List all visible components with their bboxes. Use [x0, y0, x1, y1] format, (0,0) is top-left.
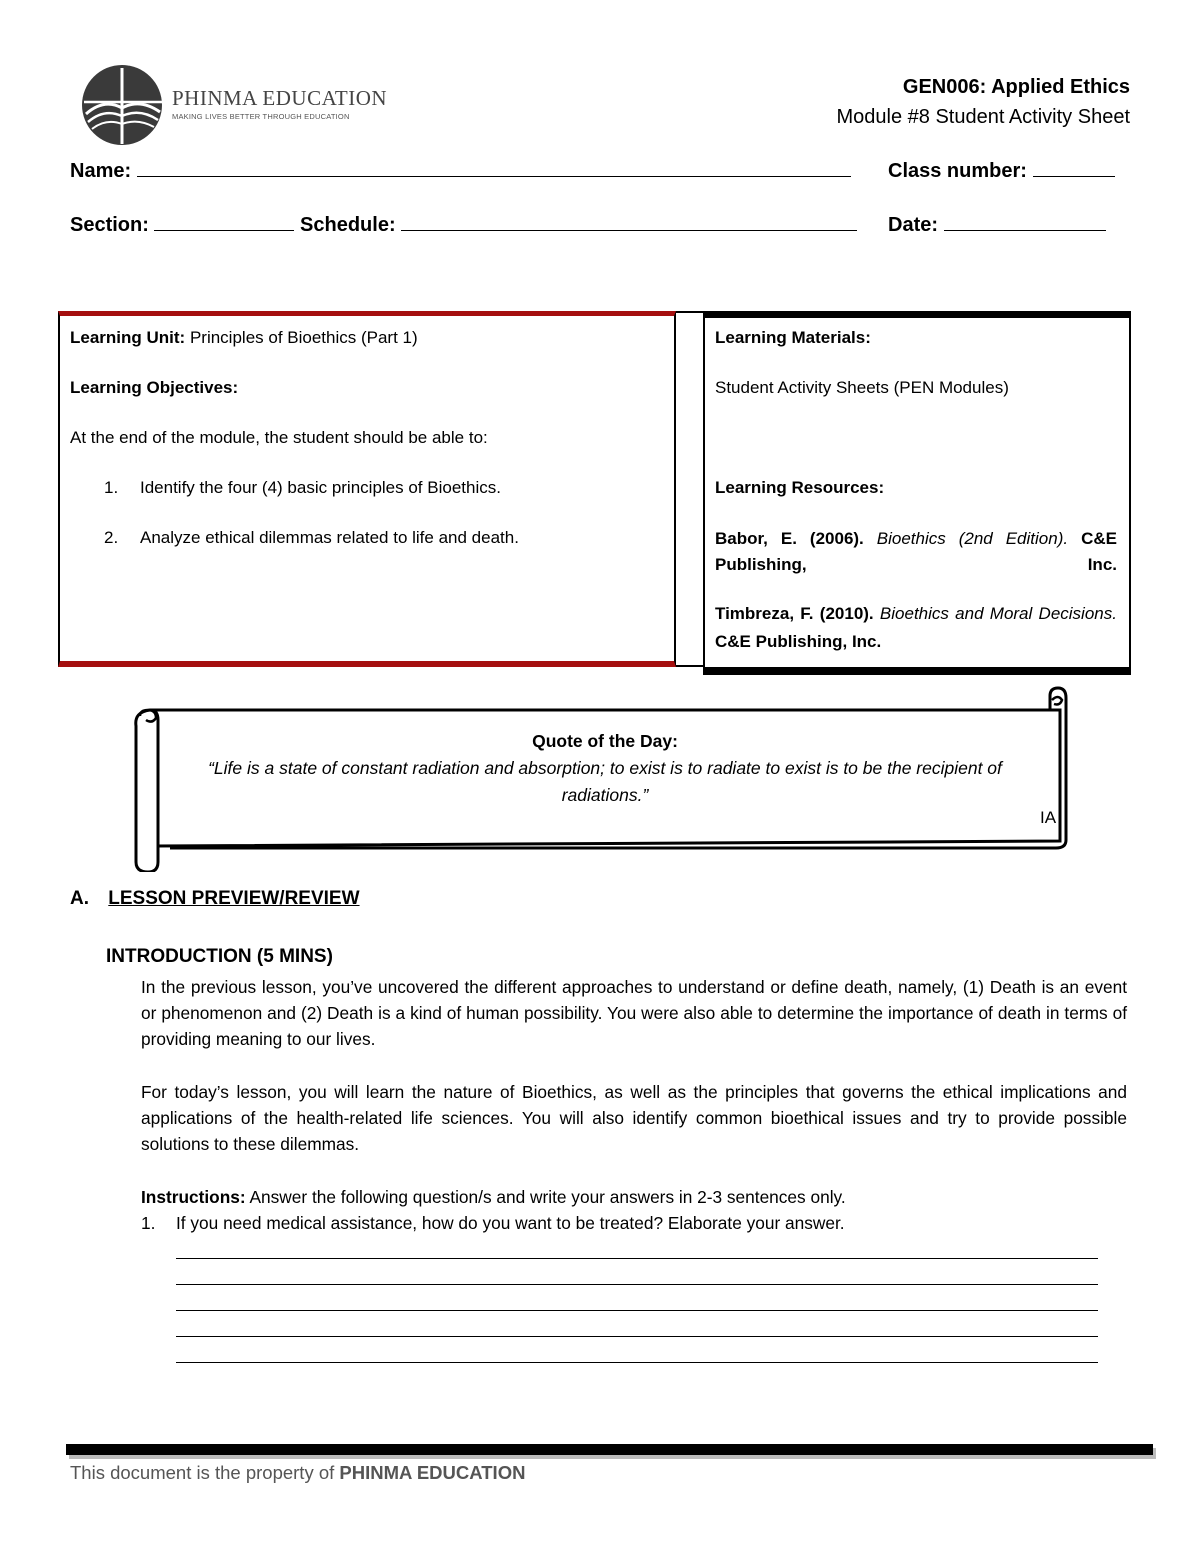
schedule-label: Schedule:: [300, 214, 396, 236]
footer-owner: PHINMA EDUCATION: [339, 1462, 526, 1483]
module-title: Module #8 Student Activity Sheet: [836, 106, 1130, 128]
quote-label: Quote of the Day:: [532, 731, 678, 751]
answer-line[interactable]: [176, 1258, 1098, 1259]
schedule-blank[interactable]: [401, 212, 857, 231]
date-blank[interactable]: [944, 212, 1106, 231]
learning-unit-box: [58, 311, 676, 667]
footer-bar: [66, 1444, 1153, 1455]
quote-of-the-day: [170, 728, 1040, 809]
answer-line[interactable]: [176, 1362, 1098, 1363]
class-number-field: [888, 158, 1115, 183]
footer-property-text: This document is the property of: [70, 1462, 335, 1483]
learning-objectives-label: Learning Objectives:: [70, 378, 239, 397]
instructions-label: Instructions:: [141, 1187, 246, 1207]
objective-item: 2. Analyze ethical dilemmas related to life and death.: [104, 528, 519, 547]
section-a-letter: A.: [70, 888, 89, 909]
answer-line[interactable]: [176, 1310, 1098, 1311]
objectives-intro: At the end of the module, the student should be able to:: [70, 428, 488, 447]
section-a-title: LESSON PREVIEW/REVIEW: [108, 888, 360, 909]
footer-text: [70, 1462, 525, 1484]
question-text: If you need medical assistance, how do you want to be treated? Elaborate your answer.: [176, 1213, 845, 1233]
date-field: [888, 212, 1106, 237]
learning-resources-label: Learning Resources:: [715, 478, 885, 497]
name-blank[interactable]: [137, 158, 851, 177]
learning-unit-label: Learning Unit:: [70, 328, 186, 347]
learning-unit: [70, 328, 418, 348]
instructions: [141, 1184, 1127, 1210]
date-label: Date:: [888, 214, 939, 236]
learning-materials-box: [703, 311, 1131, 675]
question-number: 1.: [141, 1213, 156, 1233]
learning-unit-value: Principles of Bioethics (Part 1): [189, 328, 418, 347]
intro-paragraph-2: For today’s lesson, you will learn the nature of Bioethics, as well as the principles that governs the ethical implications and applications of the health-related life sciences. You will also identify common bioethical issues and try to provide possible solutions to these dilemmas.: [141, 1082, 1127, 1154]
course-header: [836, 72, 1130, 132]
class-number-label: Class number:: [888, 160, 1027, 182]
section-field: [70, 212, 857, 237]
logo-name: PHINMA EDUCATION: [172, 86, 388, 110]
box-separator: [676, 311, 703, 667]
answer-line[interactable]: [176, 1336, 1098, 1337]
learning-materials-value: Student Activity Sheets (PEN Modules): [715, 378, 1009, 397]
name-field: [70, 158, 851, 183]
section-blank[interactable]: [154, 212, 294, 231]
answer-line[interactable]: [176, 1284, 1098, 1285]
phinma-logo: [76, 64, 388, 146]
logo-tagline: MAKING LIVES BETTER THROUGH EDUCATION: [172, 112, 350, 121]
course-code: GEN006: Applied Ethics: [902, 76, 1130, 98]
instructions-text: Answer the following question/s and write your answers in 2-3 sentences only.: [249, 1187, 846, 1207]
phinma-book-logo-icon: [76, 64, 166, 146]
section-a-heading: [70, 888, 360, 910]
quote-text: “Life is a state of constant radiation and absorption; to exist is to radiate to exist is to be the recipient of radiations.”: [208, 758, 1002, 805]
resource-item: Babor, E. (2006). Bioethics (2nd Edition). C&E Publishing, Inc.: [715, 529, 1117, 574]
resource-item: Timbreza, F. (2010). Bioethics and Moral Decisions. C&E Publishing, Inc.: [715, 604, 1117, 651]
intro-paragraph-1: In the previous lesson, you’ve uncovered the different approaches to understand or define death, namely, (1) Death is an event or phenomenon and (2) Death is a kind of human possibility. You were also able to determine the importance of death in terms of providing meaning to our lives.: [141, 977, 1127, 1049]
introduction-heading: INTRODUCTION (5 MINS): [106, 946, 333, 967]
section-label: Section:: [70, 214, 149, 236]
question-item: [141, 1210, 1127, 1236]
name-label: Name:: [70, 160, 132, 182]
quote-attribution: IA: [1040, 808, 1057, 827]
class-number-blank[interactable]: [1033, 158, 1115, 177]
objective-item: 1. Identify the four (4) basic principles of Bioethics.: [104, 478, 501, 497]
learning-materials-label: Learning Materials:: [715, 328, 871, 347]
